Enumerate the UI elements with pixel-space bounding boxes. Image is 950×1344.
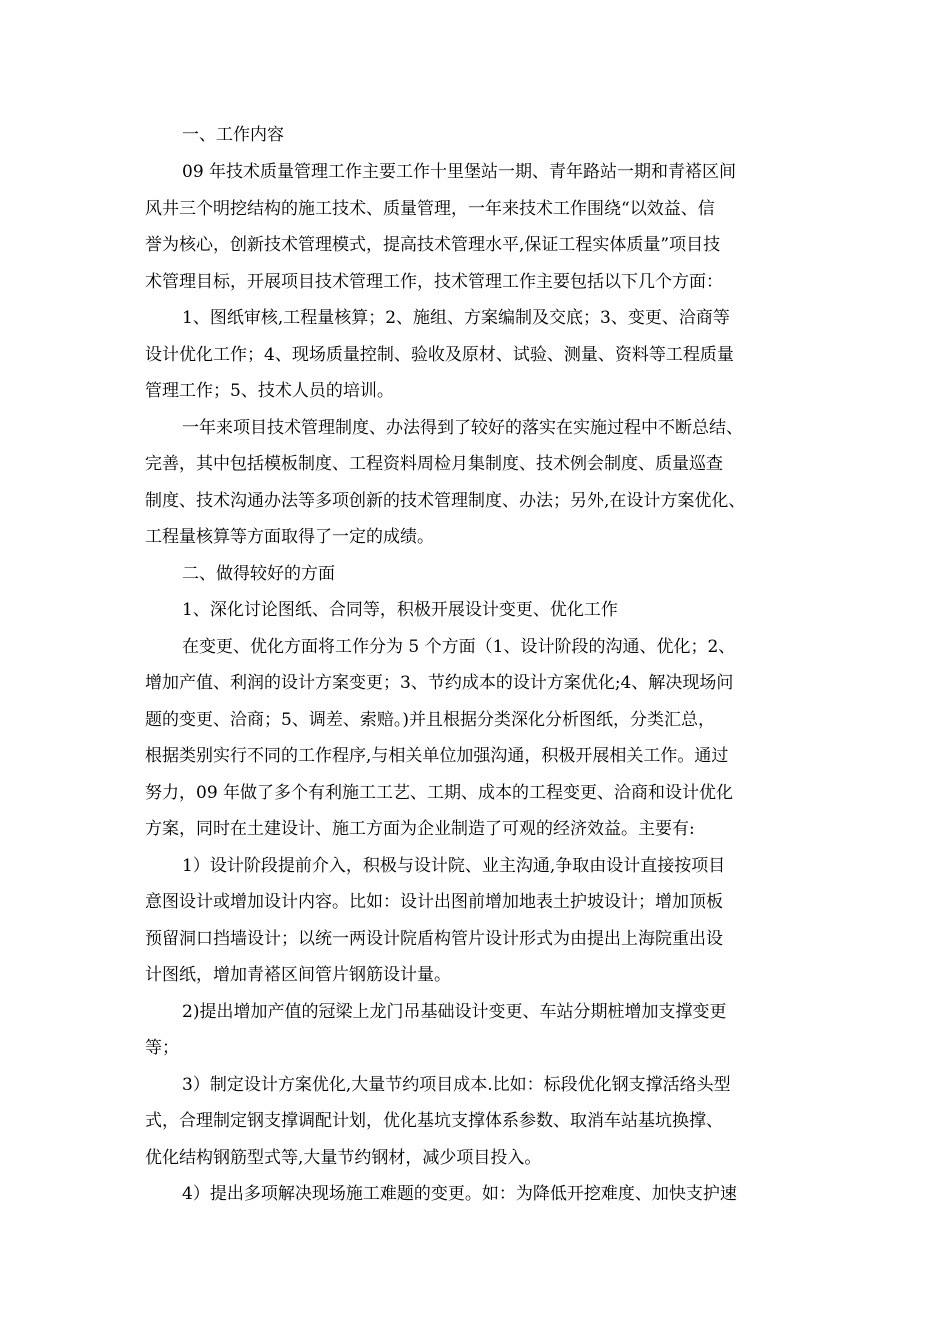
section-heading-good-aspects: 二、做得较好的方面 [182,564,335,584]
text-line: 预留洞口挡墙设计；以统一两设计院盾构管片设计形式为由提出上海院重出设 [145,929,723,949]
text-line: 优化结构钢筋型式等,大量节约钢材，减少项目投入。 [145,1148,542,1168]
text-line: 方案，同时在土建设计、施工方面为企业制造了可观的经济效益。主要有: [145,819,695,839]
text-line: 工程量核算等方面取得了一定的成绩。 [145,527,434,547]
section-heading-work-content: 一、工作内容 [182,125,284,145]
text-line: 等； [145,1038,179,1058]
text-line: 风井三个明挖结构的施工技术、质量管理，一年来技术工作围绕“以效益、信 [145,199,715,219]
text-line: 题的变更、洽商；5、调差、索赔。)并且根据分类深化分析图纸，分类汇总， [145,710,715,730]
text-line: 誉为核心，创新技术管理模式，提高技术管理水平,保证工程实体质量”项目技 [145,235,721,255]
subheading: 1、深化讨论图纸、合同等，积极开展设计变更、优化工作 [182,600,618,620]
text-line: 管理工作；5、技术人员的培训。 [145,381,394,401]
text-line: 3）制定设计方案优化,大量节约项目成本.比如：标段优化钢支撑活络头型 [182,1075,731,1095]
text-line: 在变更、优化方面将工作分为 5 个方面（1、设计阶段的沟通、优化；2、 [182,637,736,657]
text-line: 努力，09 年做了多个有利施工工艺、工期、成本的工程变更、洽商和设计优化 [145,783,734,803]
text-line: 1）设计阶段提前介入，积极与设计院、业主沟通,争取由设计直接按项目 [182,856,726,876]
text-line: 完善，其中包括模板制度、工程资料周检月集制度、技术例会制度、质量巡查 [145,454,723,474]
text-line: 增加产值、利润的设计方案变更；3、节约成本的设计方案优化;4、解决现场问 [145,673,734,693]
text-line: 意图设计或增加设计内容。比如：设计出图前增加地表土护坡设计；增加顶板 [145,892,723,912]
text-line: 2)提出增加产值的冠梁上龙门吊基础设计变更、车站分期桩增加支撑变更 [182,1002,727,1022]
text-line: 一年来项目技术管理制度、办法得到了较好的落实在实施过程中不断总结、 [182,418,743,438]
text-line: 4）提出多项解决现场施工难题的变更。如：为降低开挖难度、加快支护速 [182,1184,737,1204]
text-line: 计图纸，增加青褡区间管片钢筋设计量。 [145,965,451,985]
text-line: 09 年技术质量管理工作主要工作十里堡站一期、青年路站一期和青褡区间 [182,162,737,182]
text-line: 1、图纸审核,工程量核算；2、施组、方案编制及交底；3、变更、洽商等 [182,308,730,328]
text-line: 式，合理制定钢支撑调配计划，优化基坑支撑体系参数、取消车站基坑换撑、 [145,1111,723,1131]
text-line: 设计优化工作；4、现场质量控制、验收及原材、试验、测量、资料等工程质量 [145,345,734,365]
text-line: 根据类别实行不同的工作程序,与相关单位加强沟通，积极开展相关工作。通过 [145,746,729,766]
text-line: 制度、技术沟通办法等多项创新的技术管理制度、办法；另外,在设计方案优化、 [145,491,746,511]
text-line: 术管理目标，开展项目技术管理工作，技术管理工作主要包括以下几个方面： [145,272,723,292]
